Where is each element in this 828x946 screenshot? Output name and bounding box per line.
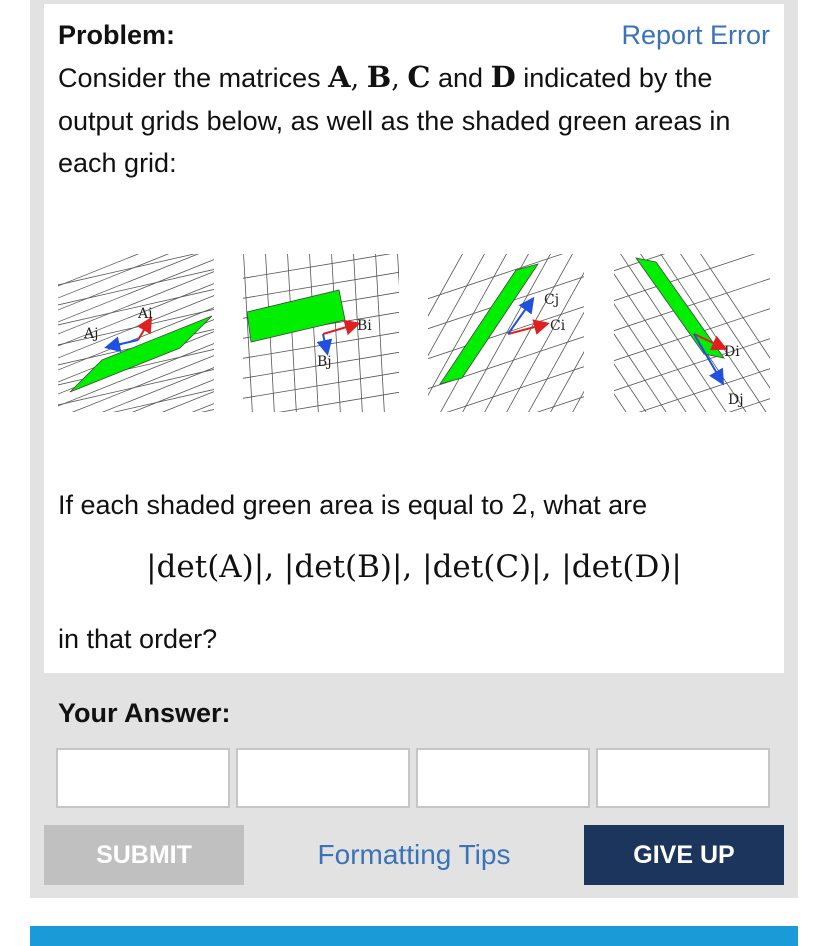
- grid-a: [58, 254, 214, 412]
- report-error-link[interactable]: Report Error: [621, 20, 770, 50]
- matrix-d-symbol: D: [490, 60, 516, 94]
- problem-card: [44, 4, 784, 673]
- grid-a-j-vector: [108, 340, 138, 347]
- answer-input-1[interactable]: [56, 748, 230, 808]
- matrix-a-symbol: A: [328, 60, 351, 94]
- determinant-formula: |det(A)|, |det(B)|, |det(C)|, |det(D)|: [146, 549, 682, 585]
- problem-question: [58, 484, 778, 527]
- grid-d-i-label: Di: [724, 344, 740, 360]
- grid-a-i-vector: [138, 320, 150, 340]
- grid-d-j-label: Dj: [728, 392, 744, 408]
- formatting-tips-link[interactable]: Formatting Tips: [317, 839, 511, 870]
- grid-a-i-label: Ai: [138, 306, 153, 322]
- comma-1: ,: [350, 63, 360, 94]
- question-text-start: If each shaded green area is equal to: [58, 490, 504, 520]
- answer-input-2[interactable]: [236, 748, 410, 808]
- intro-text-end: indicated by the output grids below, as well as the shaded green areas in each grid:: [58, 63, 731, 178]
- matrix-c-symbol: C: [407, 60, 431, 94]
- question-text-end: , what are: [528, 490, 648, 520]
- grid-c: [428, 254, 584, 412]
- and-word: and: [437, 63, 484, 93]
- grid-c-shaded-area: [440, 264, 538, 384]
- intro-text-start: Consider the matrices: [58, 63, 321, 93]
- problem-container: [30, 0, 798, 898]
- grid-a-j-label: Aj: [84, 326, 99, 342]
- grid-c-i-label: Ci: [550, 318, 566, 334]
- comma-2: ,: [391, 63, 400, 94]
- grid-d: [614, 254, 770, 412]
- output-grids: [58, 254, 770, 412]
- grid-b-j-label: Bj: [317, 354, 332, 370]
- problem-label: Problem:: [58, 20, 176, 50]
- your-answer-label: Your Answer:: [58, 698, 231, 728]
- bottom-bar: [30, 926, 798, 946]
- grid-b-j-vector: [323, 334, 327, 352]
- matrix-b-symbol: B: [366, 60, 392, 94]
- submit-button[interactable]: SUBMIT: [44, 825, 244, 885]
- question-tail: in that order?: [58, 624, 218, 654]
- grid-b: [243, 254, 399, 412]
- give-up-button[interactable]: GIVE UP: [584, 825, 784, 885]
- answer-input-4[interactable]: [596, 748, 770, 808]
- area-value: 2: [511, 490, 529, 521]
- grid-b-i-label: Bi: [357, 318, 372, 334]
- grid-c-j-label: Cj: [544, 292, 560, 308]
- grid-b-shaded-area: [247, 290, 345, 342]
- grid-b-i-vector: [323, 324, 357, 334]
- problem-intro: [58, 56, 758, 184]
- answer-input-3[interactable]: [416, 748, 590, 808]
